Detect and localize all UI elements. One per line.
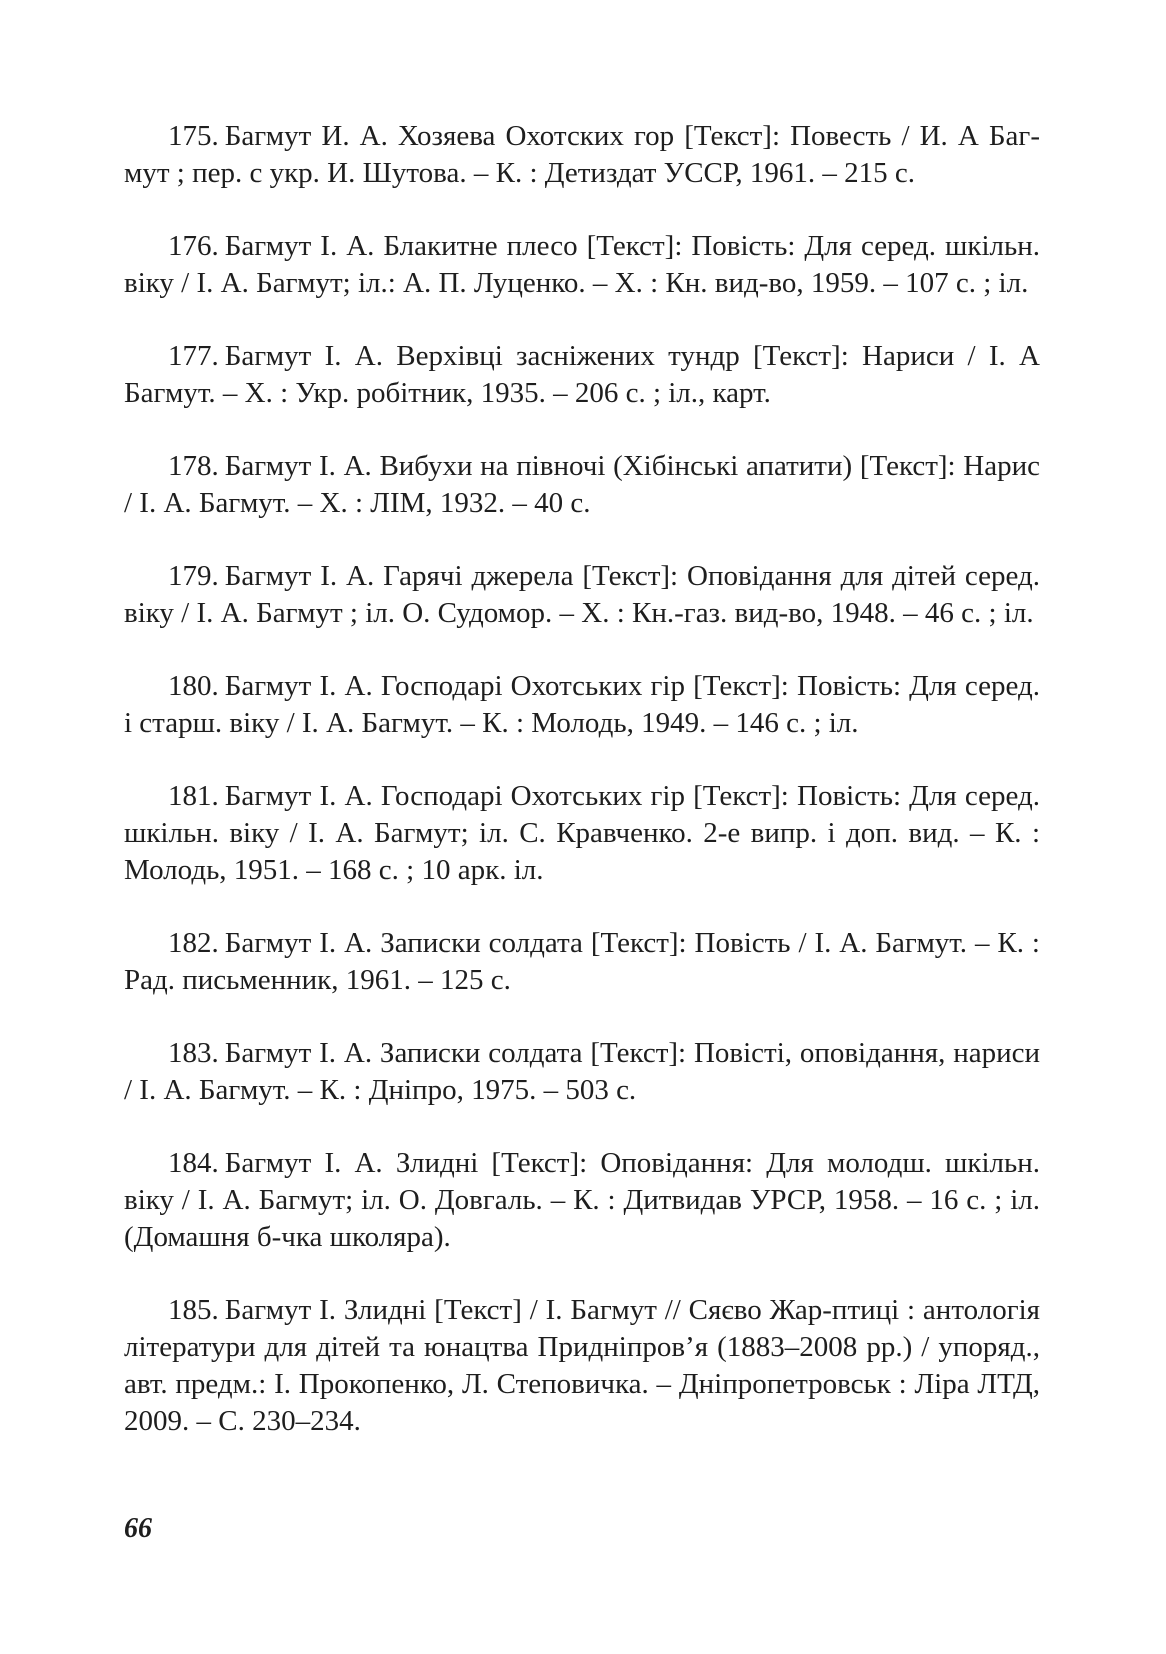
entry-number: 185. — [168, 1294, 219, 1326]
entry-number: 178. — [168, 450, 219, 482]
bibliography-entry-180 — [124, 668, 1040, 742]
entry-number: 184. — [168, 1147, 219, 1179]
entry-text: Багмут І. А. Вибухи на півночі (Хібінські апатити) [Текст]: Нарис / І. А. Багмут. – Х. : ЛІМ, 1932. – 40 с. — [124, 450, 1040, 519]
entry-text: Багмут И. А. Хозяева Охотских гор [Текст]: Повесть / И. А Багмут ; пер. с укр. И. Шутова. – К. : Детиздат УССР, 1961. – 215 с. — [124, 120, 1040, 189]
page-number: 66 — [124, 1513, 152, 1544]
entry-text: Багмут І. А. Господарі Охотських гір [Текст]: Повість: Для серед. шкільн. віку / І. А. Багмут; іл. С. Кравченко. 2-е випр. і доп. вид. – К. : Молодь, 1951. – 168 с. ; 10 арк. іл. — [124, 780, 1040, 886]
entry-number: 180. — [168, 670, 219, 702]
bibliography-entry-179 — [124, 558, 1040, 632]
entry-number: 177. — [168, 340, 219, 372]
bibliography-entry-176 — [124, 228, 1040, 302]
entry-text: Багмут І. А. Записки солдата [Текст]: Повісті, оповідання, нариси / І. А. Багмут. – К. : Дніпро, 1975. – 503 с. — [124, 1037, 1040, 1106]
entry-number: 182. — [168, 927, 219, 959]
entry-text: Багмут І. А. Гарячі джерела [Текст]: Оповідання для дітей серед. віку / І. А. Багмут ; іл. О. Судомор. – Х. : Кн.-газ. вид-во, 1948. – 46 с. ; іл. — [124, 560, 1040, 629]
entry-number: 175. — [168, 120, 219, 152]
entry-text: Багмут І. А. Записки солдата [Текст]: Повість / І. А. Багмут. – К. : Рад. письменник, 1961. – 125 с. — [124, 927, 1040, 996]
bibliography-entry-178 — [124, 448, 1040, 522]
entry-text: Багмут І. Злидні [Текст] / І. Багмут // Сяєво Жар-птиці : антологія літератури для дітей та юнацтва Придніпров’я (1883–2008 рр.) / упоряд., авт. предм.: І. Прокопенко, Л. Степовичка. – Дніпропетровськ : Ліра ЛТД, 2009. – С. 230–234. — [124, 1294, 1040, 1437]
bibliography-entry-177 — [124, 338, 1040, 412]
entry-number: 181. — [168, 780, 219, 812]
entry-text: Багмут І. А. Верхівці засніжених тундр [Текст]: Нариси / І. А Багмут. – Х. : Укр. робітник, 1935. – 206 с. ; іл., карт. — [124, 340, 1040, 409]
entry-text: Багмут І. А. Господарі Охотських гір [Текст]: Повість: Для серед. і старш. віку / І. А. Багмут. – К. : Молодь, 1949. – 146 с. ; іл. — [124, 670, 1040, 739]
bibliography-list — [124, 118, 1040, 1476]
bibliography-entry-175 — [124, 118, 1040, 192]
entry-number: 183. — [168, 1037, 219, 1069]
bibliography-entry-185 — [124, 1292, 1040, 1440]
entry-text: Багмут І. А. Злидні [Текст]: Оповідання: Для молодш. шкільн. віку / І. А. Багмут; іл. О. Довгаль. – К. : Дитвидав УРСР, 1958. – 16 с. ; іл. (Домашня б-чка школяра). — [124, 1147, 1040, 1253]
entry-number: 179. — [168, 560, 219, 592]
entry-text: Багмут І. А. Блакитне плесо [Текст]: Повість: Для серед. шкільн. віку / І. А. Багмут; іл.: А. П. Луценко. – Х. : Кн. вид-во, 1959. – 107 с. ; іл. — [124, 230, 1040, 299]
bibliography-entry-184 — [124, 1145, 1040, 1256]
entry-number: 176. — [168, 230, 219, 262]
bibliography-entry-182 — [124, 925, 1040, 999]
bibliography-entry-181 — [124, 778, 1040, 889]
bibliography-entry-183 — [124, 1035, 1040, 1109]
